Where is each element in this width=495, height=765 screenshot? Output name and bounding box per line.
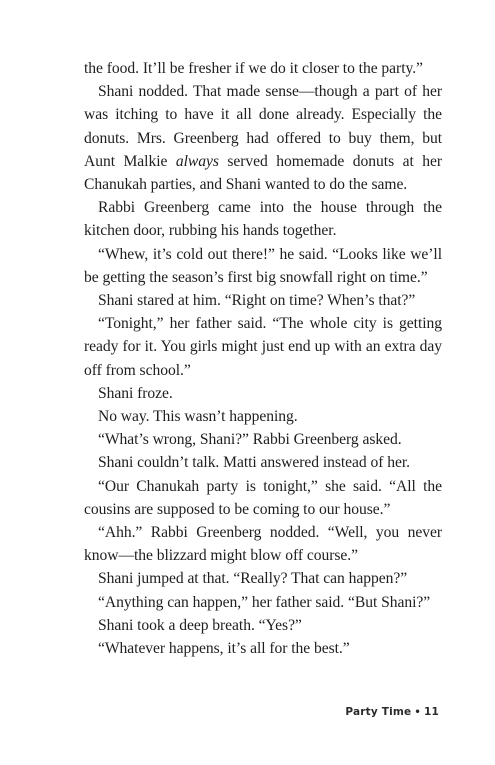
paragraph-2-text-a: Shani nodded. That made sense—though a part of her was itching to have it all done already. Especially the donuts. Mrs. Greenberg had offered to buy them, but Aunt Malkie (84, 83, 442, 170)
running-title: Party Time (345, 706, 412, 718)
paragraph-4: “Whew, it’s cold out there!” he said. “Looks like we’ll be getting the season’s first big snowfall right on time.” (84, 245, 442, 286)
paragraph-15: Shani took a deep breath. “Yes?” (98, 616, 302, 634)
paragraph-16: “Whatever happens, it’s all for the best.” (98, 640, 350, 658)
page-number: 11 (423, 706, 439, 718)
footer-separator: • (414, 707, 421, 718)
emphasis-always: always (175, 152, 219, 170)
paragraph-7: Shani froze. (98, 384, 173, 402)
paragraph-2 (84, 80, 442, 196)
paragraph-11: “Our Chanukah party is tonight,” she said. “All the cousins are supposed to be coming to our house.” (84, 477, 442, 518)
paragraph-6: “Tonight,” her father said. “The whole city is getting ready for it. You girls might just end up with an extra day off from school.” (84, 315, 442, 379)
paragraph-9: “What’s wrong, Shani?” Rabbi Greenberg asked. (98, 431, 402, 449)
page-footer (345, 706, 439, 718)
paragraph-3: Rabbi Greenberg came into the house through the kitchen door, rubbing his hands together. (84, 199, 442, 240)
paragraph-8: No way. This wasn’t happening. (98, 408, 298, 426)
body-text (84, 57, 442, 660)
paragraph-5: Shani stared at him. “Right on time? When’s that?” (98, 292, 416, 310)
paragraph-14: “Anything can happen,” her father said. “But Shani?” (98, 593, 431, 611)
paragraph-13: Shani jumped at that. “Really? That can happen?” (98, 570, 408, 588)
paragraph-1: the food. It’ll be fresher if we do it closer to the party.” (84, 60, 423, 77)
paragraph-2-text-b: served homemade donuts at her Chanukah parties, and Shani wanted to do the same. (84, 152, 442, 194)
paragraph-12: “Ahh.” Rabbi Greenberg nodded. “Well, you never know—the blizzard might blow off course.” (84, 524, 442, 565)
paragraph-10: Shani couldn’t talk. Matti answered instead of her. (98, 454, 410, 472)
